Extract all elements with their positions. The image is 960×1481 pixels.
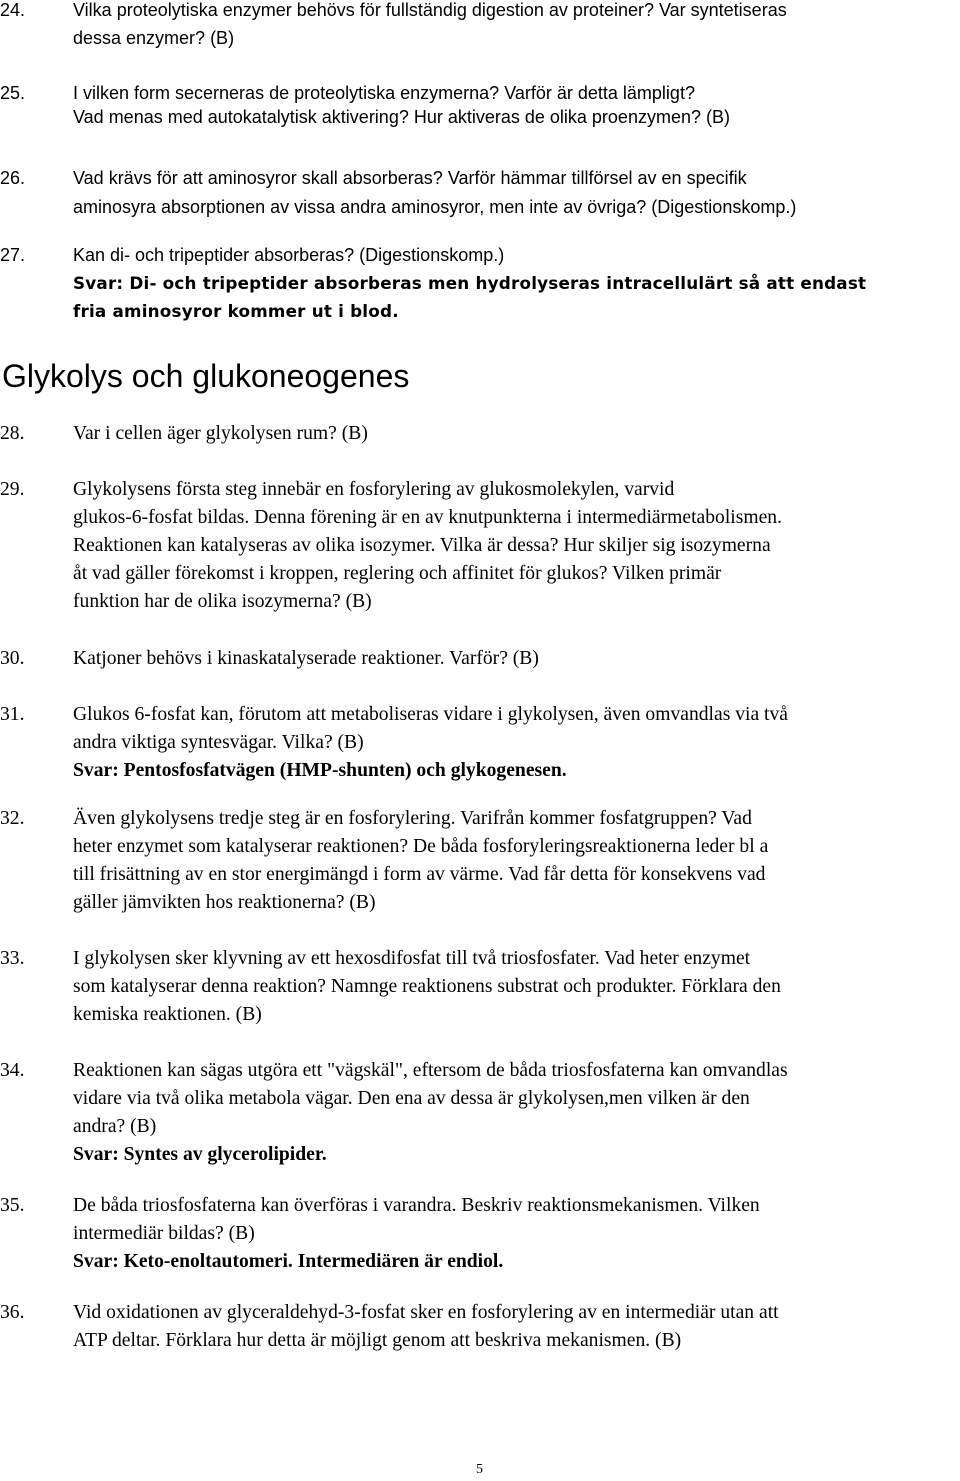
question-text-line: funktion har de olika isozymerna? (B) <box>73 591 372 612</box>
question-number: 28. <box>0 423 25 444</box>
question-text-line: I glykolysen sker klyvning av ett hexosdifosfat till två triosfosfater. Vad heter enzymet <box>73 948 751 969</box>
question-text-line: Glukos 6-fosfat kan, förutom att metaboliseras vidare i glykolysen, även omvandlas via två <box>73 704 788 725</box>
question-text-line: intermediär bildas? (B) <box>73 1223 255 1244</box>
page-number: 5 <box>476 1462 483 1477</box>
question-text-line: Även glykolysens tredje steg är en fosforylering. Varifrån kommer fosfatgruppen? Vad <box>73 808 752 829</box>
question-text-line: Glykolysens första steg innebär en fosforylering av glukosmolekylen, varvid <box>73 479 675 500</box>
question-text-line: dessa enzymer? (B) <box>73 28 235 48</box>
answer-line: Svar: Keto-enoltautomeri. Intermediären är endiol. <box>73 1251 504 1272</box>
question-text-line: Kan di- och tripeptider absorberas? (Digestionskomp.) <box>73 245 505 265</box>
question-text-line: som katalyserar denna reaktion? Namnge reaktionens substrat och produkter. Förklara den <box>73 976 781 997</box>
question-text-line: Vilka proteolytiska enzymer behövs för fullständig digestion av proteiner? Var syntetiseras <box>73 0 787 20</box>
question-number: 30. <box>0 648 25 669</box>
question-text-line: Vad krävs för att aminosyror skall absorberas? Varför hämmar tillförsel av en specifik <box>73 168 747 188</box>
question-text-line: andra viktiga syntesvägar. Vilka? (B) <box>73 732 364 753</box>
question-text-line: Katjoner behövs i kinaskatalyserade reaktioner. Varför? (B) <box>73 648 539 669</box>
question-text-line: Reaktionen kan katalyseras av olika isozymer. Vilka är dessa? Hur skiljer sig isozymerna <box>73 535 771 556</box>
question-number: 27. <box>0 245 26 265</box>
question-text-line: Var i cellen äger glykolysen rum? (B) <box>73 423 368 444</box>
section-heading: Glykolys och glukoneogenes <box>2 358 410 394</box>
question-text-line: vidare via två olika metabola vägar. Den ena av dessa är glykolysen,men vilken är den <box>73 1088 750 1109</box>
answer-line: Svar: Di- och tripeptider absorberas men hydrolyseras intracellulärt så att endast <box>73 273 867 293</box>
question-number: 29. <box>0 479 25 500</box>
question-text-line: åt vad gäller förekomst i kroppen, reglering och affinitet för glukos? Vilken primär <box>73 563 722 584</box>
question-number: 34. <box>0 1060 25 1081</box>
question-text-line: De båda triosfosfaterna kan överföras i varandra. Beskriv reaktionsmekanismen. Vilken <box>73 1195 760 1216</box>
question-text-line: till frisättning av en stor energimängd i form av värme. Vad får detta för konsekvens vad <box>73 864 766 885</box>
question-text-line: ATP deltar. Förklara hur detta är möjligt genom att beskriva mekanismen. (B) <box>73 1330 682 1351</box>
question-text-line: Vad menas med autokatalytisk aktivering? Hur aktiveras de olika proenzymen? (B) <box>73 107 730 127</box>
question-number: 35. <box>0 1195 25 1216</box>
question-number: 32. <box>0 808 25 829</box>
question-text-line: Reaktionen kan sägas utgöra ett "vägskäl", eftersom de båda triosfosfaterna kan omvandlas <box>73 1060 788 1081</box>
question-text-line: aminosyra absorptionen av vissa andra aminosyror, men inte av övriga? (Digestionskomp.) <box>73 197 797 217</box>
question-number: 25. <box>0 83 26 103</box>
question-text-line: kemiska reaktionen. (B) <box>73 1004 262 1025</box>
question-text-line: I vilken form secerneras de proteolytiska enzymerna? Varför är detta lämpligt? <box>73 83 695 103</box>
question-number: 36. <box>0 1302 25 1323</box>
answer-line: Svar: Pentosfosfatvägen (HMP-shunten) och glykogenesen. <box>73 760 567 781</box>
answer-line: fria aminosyror kommer ut i blod. <box>73 301 399 321</box>
question-text-line: heter enzymet som katalyserar reaktionen? De båda fosforyleringsreaktionerna leder bl a <box>73 836 769 857</box>
question-text-line: glukos-6-fosfat bildas. Denna förening är en av knutpunkterna i intermediärmetabolismen. <box>73 507 782 528</box>
question-number: 31. <box>0 704 25 725</box>
answer-line: Svar: Syntes av glycerolipider. <box>73 1144 327 1165</box>
question-text-line: andra? (B) <box>73 1116 157 1137</box>
question-number: 26. <box>0 168 26 188</box>
question-text-line: Vid oxidationen av glyceraldehyd-3-fosfat sker en fosforylering av en intermediär utan att <box>73 1302 779 1323</box>
question-number: 33. <box>0 948 25 969</box>
question-text-line: gäller jämvikten hos reaktionerna? (B) <box>73 892 376 913</box>
question-number: 24. <box>0 0 26 20</box>
